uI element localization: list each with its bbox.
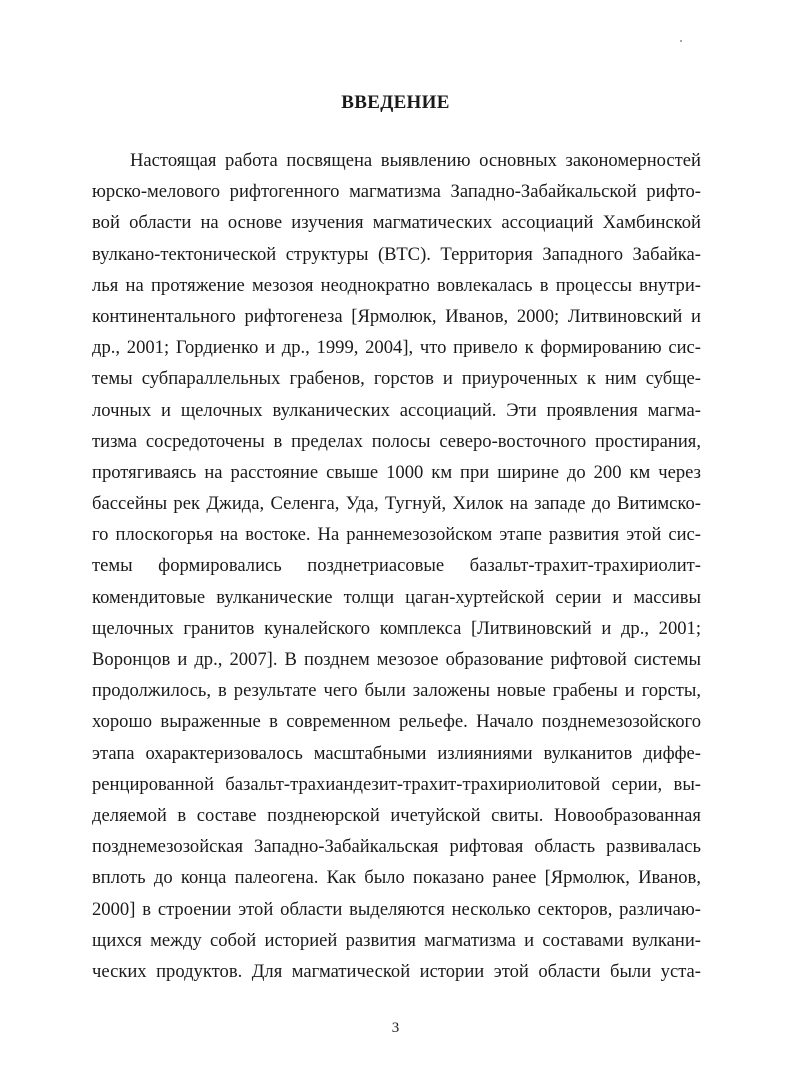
section-title: ВВЕДЕНИЕ xyxy=(341,92,450,113)
text-line: позднемезозойская Западно-Забайкальская рифтовая область развивалась xyxy=(92,836,701,858)
text-line: этапа охарактеризовалось масштабными излияниями вулканитов диффе- xyxy=(92,742,701,764)
text-line: вплоть до конца палеогена. Как было показано ранее [Ярмолюк, Иванов, xyxy=(92,867,701,889)
text-line: лья на протяжение мезозоя неоднократно вовлекалась в процессы внутри- xyxy=(92,274,701,296)
text-line: вулкано-тектонической структуры (ВТС). Территория Западного Забайка- xyxy=(92,243,701,265)
text-line: темы формировались позднетриасовые базальт-трахит-трахириолит- xyxy=(92,555,701,577)
text-line: протягиваясь на расстояние свыше 1000 км при ширине до 200 км через xyxy=(92,461,701,483)
text-line: 2000] в строении этой области выделяются несколько секторов, различаю- xyxy=(92,898,701,920)
text-line: юрско-мелового рифтогенного магматизма Западно-Забайкальской рифто- xyxy=(92,181,701,203)
text-line: темы субпараллельных грабенов, горстов и приуроченных к ним субще- xyxy=(92,368,701,390)
text-line: комендитовые вулканические толщи цаган-хуртейской серии и массивы xyxy=(92,586,701,608)
text-line: ческих продуктов. Для магматической истории этой области были уста- xyxy=(92,960,701,982)
text-line: лочных и щелочных вулканических ассоциаций. Эти проявления магма- xyxy=(92,399,701,421)
text-line: ренцированной базальт-трахиандезит-трахит-трахириолитовой серии, вы- xyxy=(92,773,701,795)
body-paragraph xyxy=(92,145,701,987)
text-line: Настоящая работа посвящена выявлению основных закономерностей xyxy=(130,150,701,171)
text-line: др., 2001; Гордиенко и др., 1999, 2004], что привело к формированию сис- xyxy=(92,337,701,359)
text-line: вой области на основе изучения магматических ассоциаций Хамбинской xyxy=(92,212,701,234)
scan-speck xyxy=(680,40,682,42)
text-line: хорошо выраженные в современном рельефе. Начало позднемезозойского xyxy=(92,711,701,733)
text-line: щелочных гранитов куналейского комплекса [Литвиновский и др., 2001; xyxy=(92,617,701,639)
text-line: деляемой в составе позднеюрской ичетуйской свиты. Новообразованная xyxy=(92,804,701,826)
page-number: 3 xyxy=(391,1020,400,1036)
text-line: щихся между собой историей развития магматизма и составами вулкани- xyxy=(92,929,701,951)
text-line: тизма сосредоточены в пределах полосы северо-восточного простирания, xyxy=(92,430,701,452)
text-line: Воронцов и др., 2007]. В позднем мезозое образование рифтовой системы xyxy=(92,649,701,670)
text-line: го плоскогорья на востоке. На раннемезозойском этапе развития этой сис- xyxy=(92,524,701,546)
text-line: продолжилось, в результате чего были заложены новые грабены и горсты, xyxy=(92,680,701,702)
text-line: бассейны рек Джида, Селенга, Уда, Тугнуй, Хилок на западе до Витимско- xyxy=(92,493,701,515)
text-line: континентального рифтогенеза [Ярмолюк, Иванов, 2000; Литвиновский и xyxy=(92,305,701,327)
